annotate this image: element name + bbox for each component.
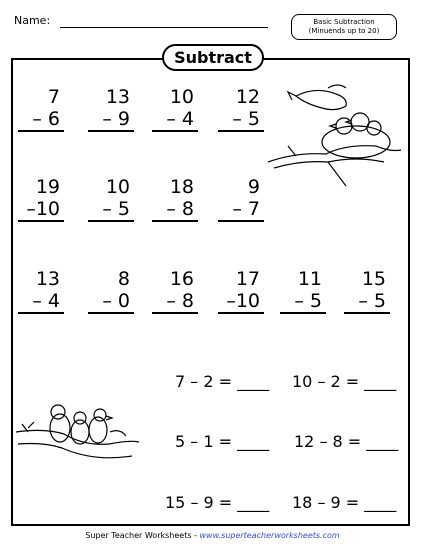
- minuend: 10: [169, 86, 194, 108]
- subtrahend: –10: [18, 198, 64, 222]
- problem: [88, 268, 134, 314]
- subtrahend: – 5: [88, 198, 134, 222]
- problem: [344, 268, 390, 314]
- subtrahend: – 4: [18, 290, 64, 314]
- birds-on-branch-icon: [14, 398, 144, 468]
- subtrahend: – 6: [18, 108, 64, 132]
- minuend: 12: [235, 86, 260, 108]
- subtrahend: – 5: [280, 290, 326, 314]
- minuend: 17: [235, 268, 260, 290]
- minuend: 10: [105, 176, 130, 198]
- subtrahend: – 5: [344, 290, 390, 314]
- equation: 15 – 9 = ____: [165, 493, 270, 512]
- birds-nest-icon: [266, 82, 406, 192]
- name-label: Name:: [14, 14, 51, 27]
- problem: [152, 268, 198, 314]
- footer-link[interactable]: www.superteacherworksheets.com: [199, 531, 340, 540]
- name-field[interactable]: [60, 27, 268, 28]
- minuend: 16: [169, 268, 194, 290]
- minuend: 7: [47, 86, 60, 108]
- page-title: Subtract: [162, 44, 264, 71]
- problem: [152, 86, 198, 132]
- subtrahend: – 7: [218, 198, 264, 222]
- problem: [218, 86, 264, 132]
- footer: [0, 531, 425, 540]
- minuend: 18: [169, 176, 194, 198]
- problem: [18, 176, 64, 222]
- minuend: 9: [247, 176, 260, 198]
- subtrahend: – 5: [218, 108, 264, 132]
- problem: [88, 176, 134, 222]
- subtrahend: –10: [218, 290, 264, 314]
- subtrahend: – 9: [88, 108, 134, 132]
- equation: 5 – 1 = ____: [175, 432, 270, 451]
- minuend: 11: [297, 268, 322, 290]
- footer-text: Super Teacher Worksheets -: [85, 531, 200, 540]
- badge-title: Basic Subtraction: [313, 18, 375, 26]
- badge-subtitle: (Minuends up to 20): [308, 27, 380, 35]
- subtrahend: – 4: [152, 108, 198, 132]
- minuend: 8: [117, 268, 130, 290]
- problem: [88, 86, 134, 132]
- subtrahend: – 8: [152, 198, 198, 222]
- equation: 7 – 2 = ____: [175, 372, 270, 391]
- minuend: 13: [105, 86, 130, 108]
- subtrahend: – 8: [152, 290, 198, 314]
- equation: 12 – 8 = ____: [294, 432, 399, 451]
- worksheet-badge: [291, 14, 397, 40]
- problem: [18, 268, 64, 314]
- problem: [218, 268, 264, 314]
- problem: [152, 176, 198, 222]
- minuend: 19: [35, 176, 60, 198]
- minuend: 13: [35, 268, 60, 290]
- problem: [18, 86, 64, 132]
- subtrahend: – 0: [88, 290, 134, 314]
- minuend: 15: [361, 268, 386, 290]
- problem: [218, 176, 264, 222]
- equation: 18 – 9 = ____: [292, 493, 397, 512]
- equation: 10 – 2 = ____: [292, 372, 397, 391]
- problem: [280, 268, 326, 314]
